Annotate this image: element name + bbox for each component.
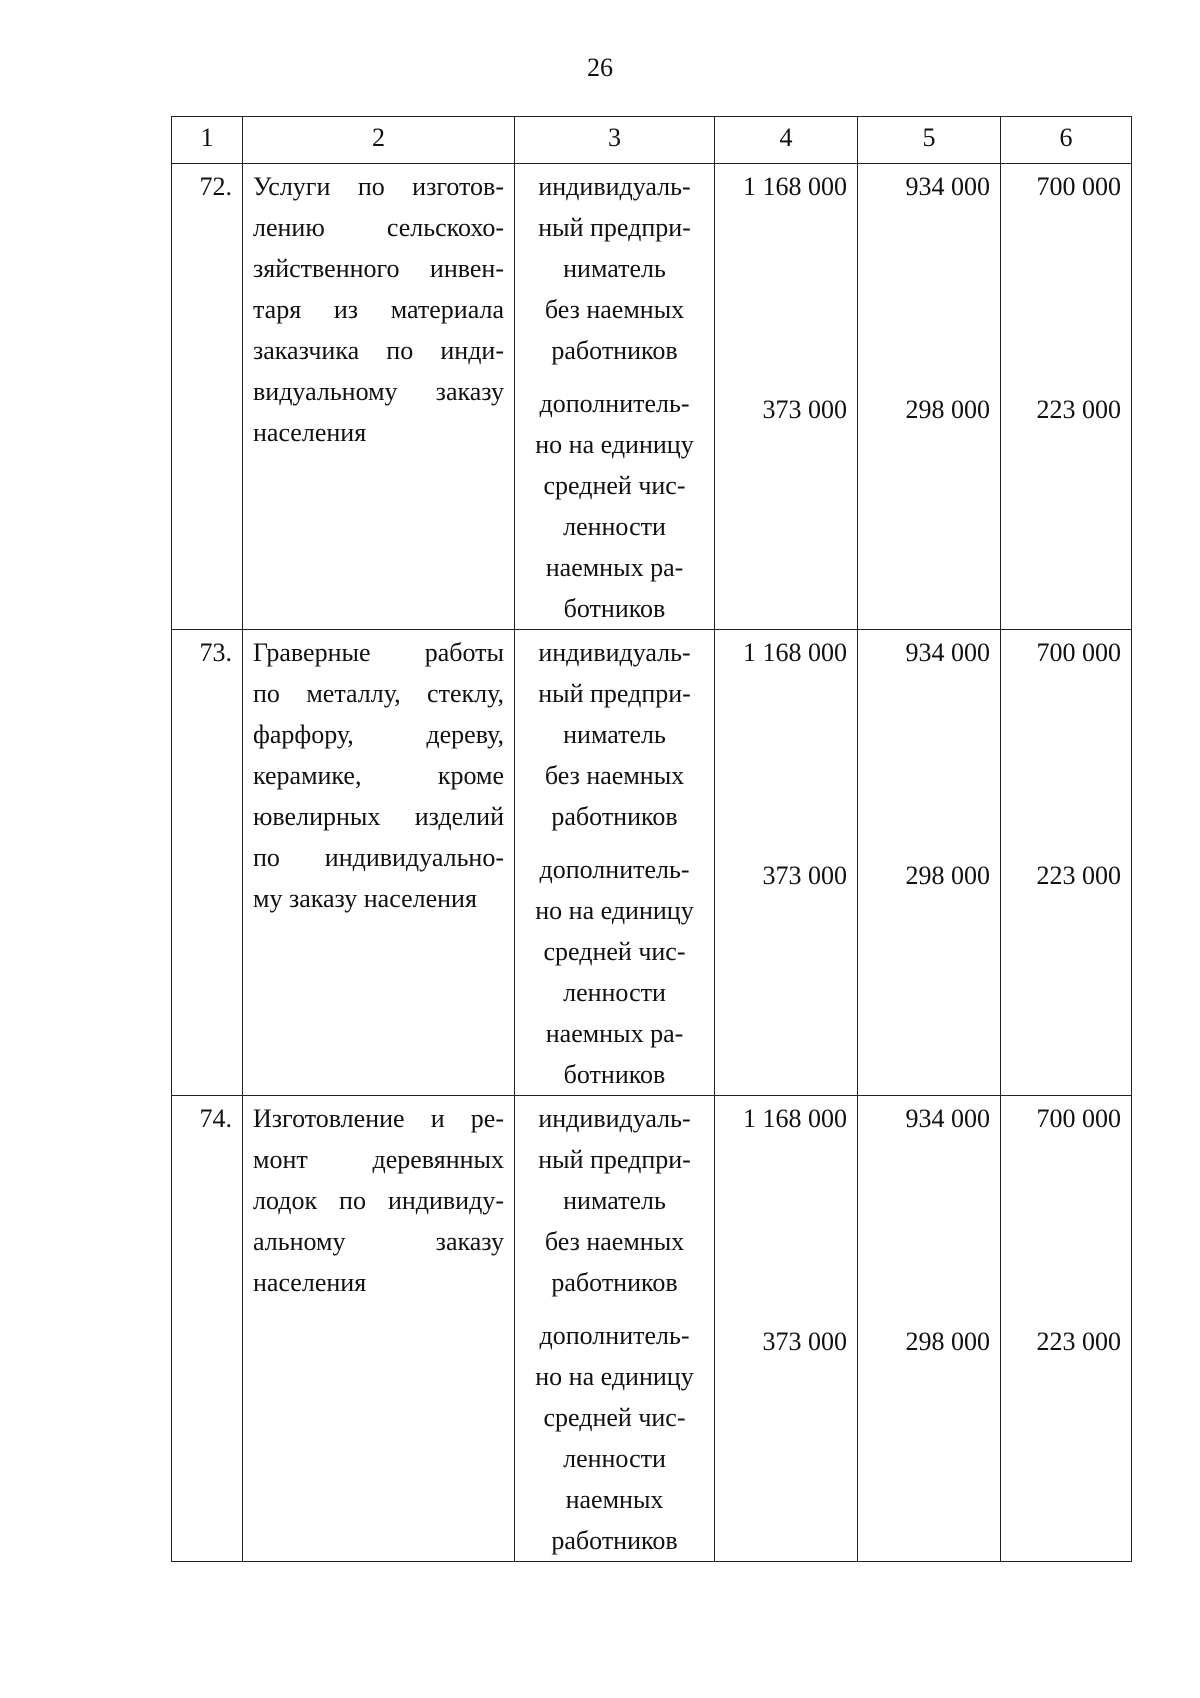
category-additional-line: средней чис-: [543, 471, 686, 500]
category-additional-line: наемных ра-: [545, 1019, 684, 1048]
amount-additional: 373 000: [762, 395, 847, 424]
taxpayer-category: [515, 164, 714, 629]
description-line: заказчика по инди-: [253, 336, 504, 365]
description-line: населения: [253, 418, 367, 447]
amount-base: 934 000: [905, 1104, 990, 1133]
category-additional-line: дополнитель-: [539, 389, 690, 418]
row-number-cell: [172, 164, 243, 630]
category-primary-line: без наемных: [544, 761, 685, 790]
description-line: фарфору, дереву,: [253, 720, 504, 749]
amount-base: 1 168 000: [743, 172, 847, 201]
description-line: альному заказу: [253, 1227, 504, 1256]
amount-additional: 223 000: [1036, 861, 1121, 890]
taxpayer-category-cell: [515, 630, 715, 1096]
category-additional-line: дополнитель-: [539, 1321, 690, 1350]
description-line: по индивидуально-: [253, 843, 504, 872]
amount-values: [715, 1096, 857, 1362]
description-line: ювелирных изделий: [253, 802, 504, 831]
header-col-3: 3: [515, 117, 715, 164]
header-row: [172, 117, 1132, 164]
amount-additional: 223 000: [1036, 1327, 1121, 1356]
amount-base: 700 000: [1036, 638, 1121, 667]
taxpayer-category: [515, 1096, 714, 1561]
category-primary-line: индивидуаль-: [538, 172, 691, 201]
table-row: [172, 164, 1132, 630]
category-additional-line: наемных: [565, 1485, 664, 1514]
category-additional-line: но на единицу: [535, 896, 694, 925]
category-spacer: [519, 1303, 710, 1315]
amount-additional: 298 000: [905, 395, 990, 424]
description-line: лению сельскохо-: [253, 213, 504, 242]
description-line: таря из материала: [253, 295, 504, 324]
row-number: 73.: [199, 638, 232, 667]
amount-cell-col-5: [858, 164, 1001, 630]
amount-cell-col-5: [858, 630, 1001, 1096]
category-additional-line: ботников: [563, 1060, 666, 1089]
category-primary-line: индивидуаль-: [538, 638, 691, 667]
description-line: лодок по индивиду-: [253, 1186, 504, 1215]
header-col-4: 4: [715, 117, 858, 164]
category-spacer: [519, 371, 710, 383]
taxpayer-category: [515, 630, 714, 1095]
amount-cell-col-4: [715, 164, 858, 630]
description-line: монт деревянных: [253, 1145, 504, 1174]
amount-additional: 223 000: [1036, 395, 1121, 424]
category-primary-line: индивидуаль-: [538, 1104, 691, 1133]
description-line: Изготовление и ре-: [253, 1104, 504, 1133]
amount-additional: 373 000: [762, 861, 847, 890]
service-description-cell: [243, 164, 515, 630]
category-primary-line: ный предпри-: [538, 213, 691, 242]
category-primary-line: ный предпри-: [538, 679, 691, 708]
tariff-table: [171, 116, 1132, 1562]
amount-base: 934 000: [905, 172, 990, 201]
description-line: населения: [253, 1268, 367, 1297]
category-additional-line: ленности: [563, 978, 666, 1007]
row-number: 74.: [199, 1104, 232, 1133]
category-additional-line: но на единицу: [535, 430, 694, 459]
category-primary-line: ный предпри-: [538, 1145, 691, 1174]
description-line: зяйственного инвен-: [253, 254, 504, 283]
amount-cell-col-5: [858, 1096, 1001, 1562]
amount-values: [1001, 630, 1131, 896]
row-number-cell: [172, 630, 243, 1096]
category-additional-line: ботников: [563, 594, 666, 623]
amount-values: [715, 630, 857, 896]
row-number: 72.: [199, 172, 232, 201]
category-primary-line: без наемных: [544, 1227, 685, 1256]
amount-cell-col-4: [715, 1096, 858, 1562]
service-description-cell: [243, 1096, 515, 1562]
amount-base: 1 168 000: [743, 1104, 847, 1133]
category-additional-line: ленности: [563, 1444, 666, 1473]
category-primary-line: работников: [551, 802, 678, 831]
amount-additional: 298 000: [905, 1327, 990, 1356]
description-line: Услуги по изготов-: [253, 172, 504, 201]
category-primary-line: ниматель: [563, 254, 666, 283]
category-additional-line: дополнитель-: [539, 855, 690, 884]
amount-values: [858, 164, 1000, 430]
amount-base: 934 000: [905, 638, 990, 667]
category-additional-line: но на единицу: [535, 1362, 694, 1391]
category-primary-line: ниматель: [563, 720, 666, 749]
category-primary-line: без наемных: [544, 295, 685, 324]
amount-values: [858, 630, 1000, 896]
service-description: [243, 1096, 514, 1303]
amount-base: 700 000: [1036, 172, 1121, 201]
category-primary-line: ниматель: [563, 1186, 666, 1215]
table-row: [172, 1096, 1132, 1562]
service-description: [243, 164, 514, 453]
description-line: керамике, кроме: [253, 761, 504, 790]
table-row: [172, 630, 1132, 1096]
row-number-cell: [172, 1096, 243, 1562]
description-line: видуальному заказу: [253, 377, 504, 406]
amount-values: [1001, 164, 1131, 430]
header-col-5: 5: [858, 117, 1001, 164]
category-additional-line: средней чис-: [543, 1403, 686, 1432]
service-description-cell: [243, 630, 515, 1096]
category-primary-line: работников: [551, 1268, 678, 1297]
amount-cell-col-6: [1001, 164, 1132, 630]
service-description: [243, 630, 514, 919]
amount-base: 1 168 000: [743, 638, 847, 667]
header-col-1: 1: [172, 117, 243, 164]
page-number: 26: [587, 53, 613, 82]
category-additional-line: наемных ра-: [545, 553, 684, 582]
amount-cell-col-6: [1001, 630, 1132, 1096]
amount-additional: 298 000: [905, 861, 990, 890]
amount-cell-col-6: [1001, 1096, 1132, 1562]
category-additional-line: работников: [551, 1526, 678, 1555]
taxpayer-category-cell: [515, 164, 715, 630]
amount-values: [858, 1096, 1000, 1362]
amount-values: [1001, 1096, 1131, 1362]
amount-values: [715, 164, 857, 430]
category-additional-line: ленности: [563, 512, 666, 541]
category-spacer: [519, 837, 710, 849]
category-additional-line: средней чис-: [543, 937, 686, 966]
taxpayer-category-cell: [515, 1096, 715, 1562]
description-line: му заказу населения: [253, 884, 477, 913]
amount-additional: 373 000: [762, 1327, 847, 1356]
category-primary-line: работников: [551, 336, 678, 365]
amount-base: 700 000: [1036, 1104, 1121, 1133]
header-col-6: 6: [1001, 117, 1132, 164]
header-col-2: 2: [243, 117, 515, 164]
description-line: по металлу, стеклу,: [253, 679, 504, 708]
amount-cell-col-4: [715, 630, 858, 1096]
description-line: Граверные работы: [253, 638, 504, 667]
